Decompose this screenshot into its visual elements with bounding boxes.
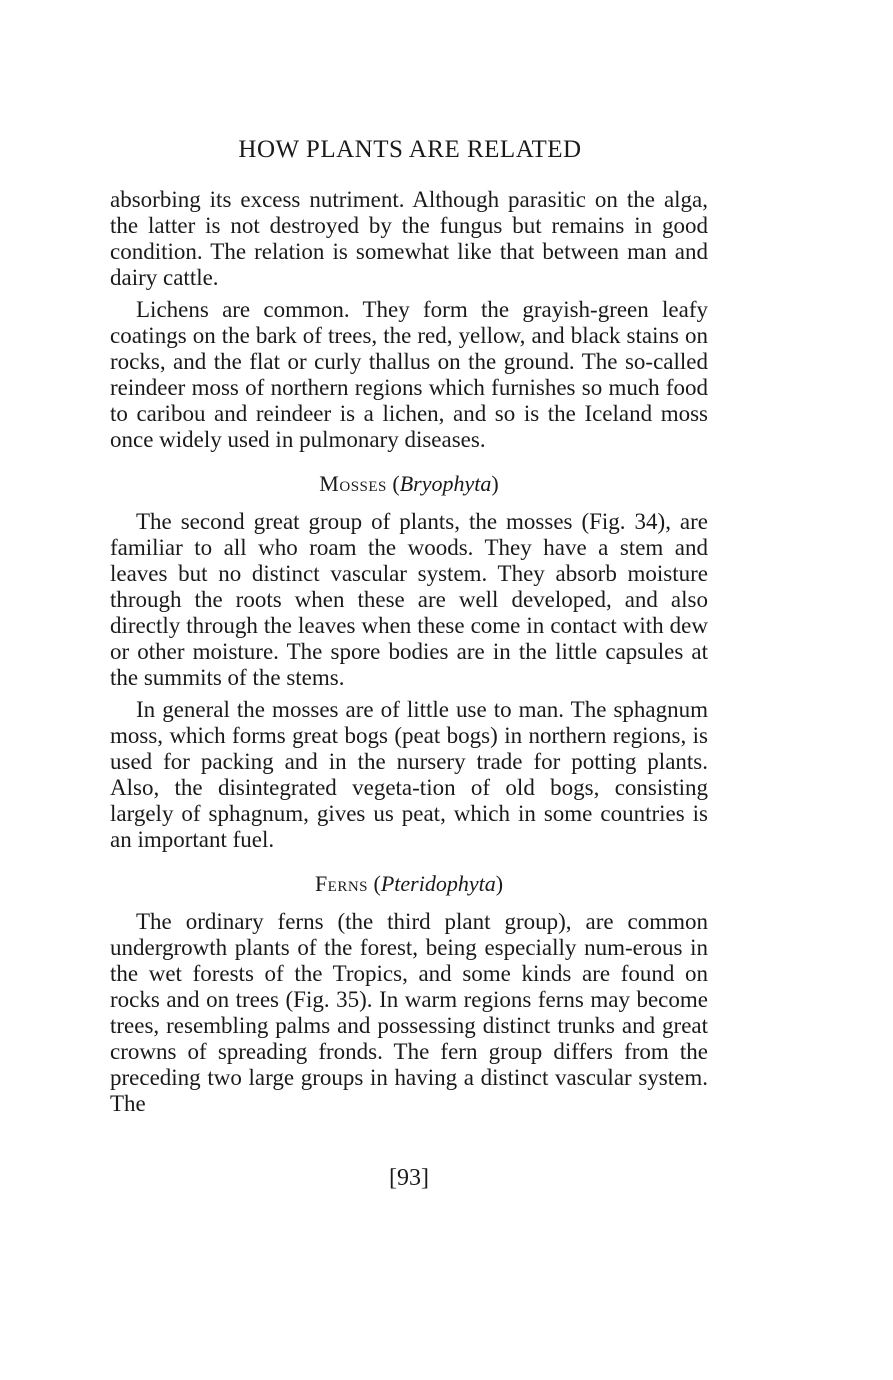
heading-ferns-open-paren: ( <box>373 871 381 896</box>
paragraph-mosses-1: The second great group of plants, the mosses (Fig. 34), are familiar to all who roam the woods. They have a stem and leaves but no distinct vascular system. They absorb moisture through the roots when these are well developed, and also directly through the leaves when these come in contact with dew or other moisture. The spore bodies are in the little capsules at the summits of the stems. <box>110 509 708 690</box>
heading-mosses-close-paren: ) <box>491 471 499 496</box>
heading-mosses-open-paren: ( <box>392 471 400 496</box>
paragraph-mosses-2: In general the mosses are of little use to man. The sphagnum moss, which forms great bogs (peat bogs) in northern regions, is used for packing and in the nursery trade for potting plants. Also, the disintegrated vegeta-tion of old bogs, consisting largely of sphagnum, gives us peat, which in some countries is an important fuel. <box>110 697 708 852</box>
heading-ferns-title: Ferns <box>314 871 369 896</box>
page-number: [93] <box>389 1165 429 1191</box>
heading-ferns-close-paren: ) <box>495 871 504 896</box>
running-head: HOW PLANTS ARE RELATED <box>238 136 582 163</box>
heading-mosses-title: Mosses <box>319 471 387 496</box>
heading-ferns-latin: Pteridophyta <box>380 871 496 896</box>
paragraph-ferns-1: The ordinary ferns (the third plant group), are common undergrowth plants of the forest, being especially num-erous in the wet forests of the Tropics, and some kinds are found on rocks and on trees (Fig. 35). In warm regions ferns may become trees, resembling palms and possessing distinct trunks and great crowns of spreading fronds. The fern group differs from the preceding two large groups in having a distinct vascular system. The <box>110 909 708 1116</box>
section-heading-mosses <box>110 471 708 497</box>
body-text <box>110 187 708 1117</box>
section-heading-ferns <box>110 871 708 897</box>
paragraph-lichens: Lichens are common. They form the grayish-green leafy coatings on the bark of trees, the red, yellow, and black stains on rocks, and the flat or curly thallus on the ground. The so-called reindeer moss of northern regions which furnishes so much food to caribou and reindeer is a lichen, and so is the Iceland moss once widely used in pulmonary diseases. <box>110 297 708 452</box>
heading-mosses-latin: Bryophyta <box>399 471 492 496</box>
paragraph-continued: absorbing its excess nutriment. Although parasitic on the alga, the latter is not destroyed by the fungus but remains in good condition. The relation is somewhat like that between man and dairy cattle. <box>110 187 708 290</box>
